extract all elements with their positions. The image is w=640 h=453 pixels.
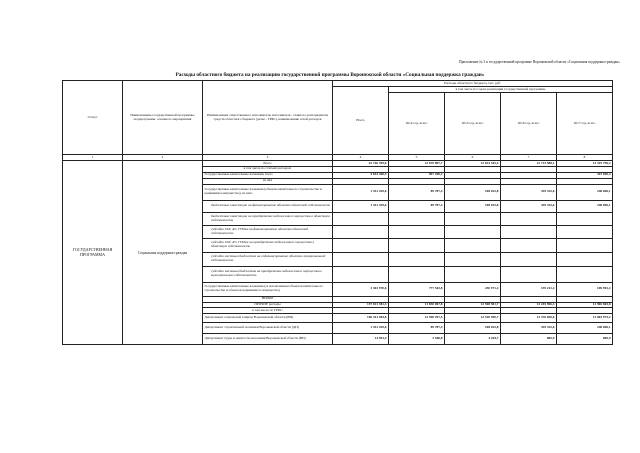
value-2015 (445, 212, 501, 225)
header-total: Всего (333, 87, 389, 155)
value-2017: 169 992,2 (557, 282, 613, 296)
value-2016 (501, 212, 557, 225)
value-2016: 12 715 588,1 (501, 161, 557, 167)
value-2015: 12 520 590,7 (445, 314, 501, 323)
value-2017: 800,9 (557, 334, 613, 345)
value-2016: 800,9 (501, 334, 557, 345)
value-2016: 139 221,2 (501, 282, 557, 296)
value-2015: 108 022,8 (445, 184, 501, 200)
value-total: 3 302 970,6 (333, 282, 389, 296)
value-2014: 857 200,2 (389, 172, 445, 178)
status-cell: ГОСУДАРСТВЕННАЯ ПРОГРАММА (63, 161, 123, 345)
value-2014: 11 830 067,8 (389, 302, 445, 308)
value-2017: 415 690,3 (557, 172, 613, 178)
header-year-2016: 2016 год, всего (501, 93, 557, 155)
value-2014: 89 787,4 (389, 184, 445, 200)
header-expenses-group: Расходы областного бюджета, тыс. руб. (333, 81, 613, 87)
value-2014 (389, 252, 445, 266)
document-title: Расходы областного бюджета на реализацию государственной программы Воронежской области «Социальная поддержка граждан» (175, 72, 485, 78)
index-cell: 7 (501, 155, 557, 161)
index-cell: 4 (333, 155, 389, 161)
value-2015: 4 204,7 (445, 334, 501, 345)
header-program: Наименование государственной программы, подпрограммы, основного мероприятия (123, 81, 203, 155)
row-label: Департамент социальной защиты Воронежской области (ВП) (203, 314, 333, 323)
value-total: 1 351 429,6 (333, 323, 389, 334)
value-2016: 339 322,6 (501, 184, 557, 200)
value-2017 (557, 238, 613, 252)
value-2017 (557, 225, 613, 238)
value-2016 (501, 225, 557, 238)
value-total: 4 654 400,5 (333, 172, 389, 178)
value-2014: 12 670 897,7 (389, 161, 445, 167)
value-2017: 13 319 796,2 (557, 161, 613, 167)
value-2014: 3 566,8 (389, 334, 445, 345)
header-year-2017: 2017 год, всего (557, 93, 613, 155)
value-2015 (445, 266, 501, 282)
expenses-table (62, 80, 613, 345)
row-label: Департамент труда и занятости населения Воронежской области (ВП) (203, 334, 333, 345)
value-2016: 339 322,6 (501, 200, 557, 212)
value-2016: 12 245 906,3 (501, 302, 557, 308)
value-2014: 12 590 297,5 (389, 314, 445, 323)
value-2016: 12 376 650,6 (501, 314, 557, 323)
index-cell: 1 (63, 155, 123, 161)
value-2017: 248 006,1 (557, 323, 613, 334)
value-2015: 12 508 501,7 (445, 302, 501, 308)
index-cell: 2 (123, 155, 203, 161)
row-label: Департамент строительной политики Воронежской области (ДП) (203, 323, 333, 334)
value-total: 160 341 084,8 (333, 314, 389, 323)
row-label: ПРОЧИЕ расходы (203, 302, 333, 308)
value-total (333, 212, 389, 225)
value-2014: 89 787,4 (389, 200, 445, 212)
appendix-note: Приложение № 3 к государственной программе Воронежской области «Социальная поддержка граждан» (459, 60, 620, 64)
value-2016: 339 322,6 (501, 323, 557, 334)
value-2014 (389, 212, 445, 225)
value-2015: 108 022,8 (445, 200, 501, 212)
value-2016 (501, 238, 557, 252)
value-2014 (389, 225, 445, 238)
row-label: НИОКР (203, 296, 333, 302)
value-2017: 248 006,1 (557, 184, 613, 200)
row-label: бюджетные инвестиции на финансирование объектов областной собственности (203, 200, 333, 212)
header-year-2014: 2014 год, всего (389, 93, 445, 155)
row-label: бюджетные инвестиции на приобретение недвижимого имущества в областную собственность (203, 212, 333, 225)
value-total: 1 351 429,6 (333, 200, 389, 212)
value-2017 (557, 252, 613, 266)
row-label: субсидии местным бюджетам на софинансирование объектов муниципальной собственности (203, 252, 333, 266)
row-label: из них (203, 178, 333, 184)
row-label: субсидии ГАУ, АУ, ГУПам на финансирование объектов областной собственности (203, 225, 333, 238)
value-2016 (501, 252, 557, 266)
value-2017: 13 065 975,2 (557, 314, 613, 323)
row-label: Государственные капитальные вложения (объекты капитального строительства и недвижимое имущество), из них: (203, 184, 333, 200)
value-2017: 248 006,1 (557, 200, 613, 212)
row-label: субсидии ГАУ, АУ, ГУПам на приобретение недвижимого имущества в областную собственность (203, 238, 333, 252)
value-2015: 12 633 545,4 (445, 161, 501, 167)
value-total: 157 021 381,3 (333, 302, 389, 308)
program-name-cell: Социальная поддержка граждан (123, 161, 203, 345)
row-label: субсидии местным бюджетам на приобретение недвижимого имущества в муниципальную собственность (203, 266, 333, 282)
value-2015 (445, 225, 501, 238)
value-2017: 12 906 865,8 (557, 302, 613, 308)
value-2015: 230 971,2 (445, 282, 501, 296)
value-total: 14 953,4 (333, 334, 389, 345)
index-cell: 5 (389, 155, 445, 161)
value-2014: 777 502,8 (389, 282, 445, 296)
value-2015: 108 022,8 (445, 323, 501, 334)
value-2015 (445, 252, 501, 266)
value-total (333, 266, 389, 282)
row-label: в том числе по ГРБС: (203, 308, 333, 314)
value-total: 1 351 429,6 (333, 184, 389, 200)
value-2016 (501, 266, 557, 282)
value-2015 (445, 238, 501, 252)
value-2014 (389, 266, 445, 282)
value-total (333, 252, 389, 266)
row-label: Государственные капитальные вложения (за исключением объектов капитального строительства и объектов недвижимого имущества) (203, 282, 333, 296)
header-year-2015: 2015 год, всего (445, 93, 501, 155)
header-including-years: в том числе по годам реализации государственной программы (389, 87, 613, 93)
value-2017 (557, 212, 613, 225)
row-label: в том числе по статьям расходов: (203, 166, 333, 172)
row-label: Государственные капитальные вложения, всего (203, 172, 333, 178)
index-cell: 6 (445, 155, 501, 161)
index-cell: 3 (203, 155, 333, 161)
value-2014: 89 787,4 (389, 323, 445, 334)
header-executor: Наименование ответственного исполнителя, исполнителя - главного распорядителя средств областного бюджета (далее - ГРБС), наименование сетей расходов (203, 81, 333, 155)
value-total (333, 225, 389, 238)
value-2014 (389, 238, 445, 252)
value-2017 (557, 266, 613, 282)
row-label: Всего (203, 161, 333, 167)
value-total: 61 746 709,0 (333, 161, 389, 167)
value-total (333, 238, 389, 252)
header-status: Статус (63, 81, 123, 155)
index-cell: 8 (557, 155, 613, 161)
